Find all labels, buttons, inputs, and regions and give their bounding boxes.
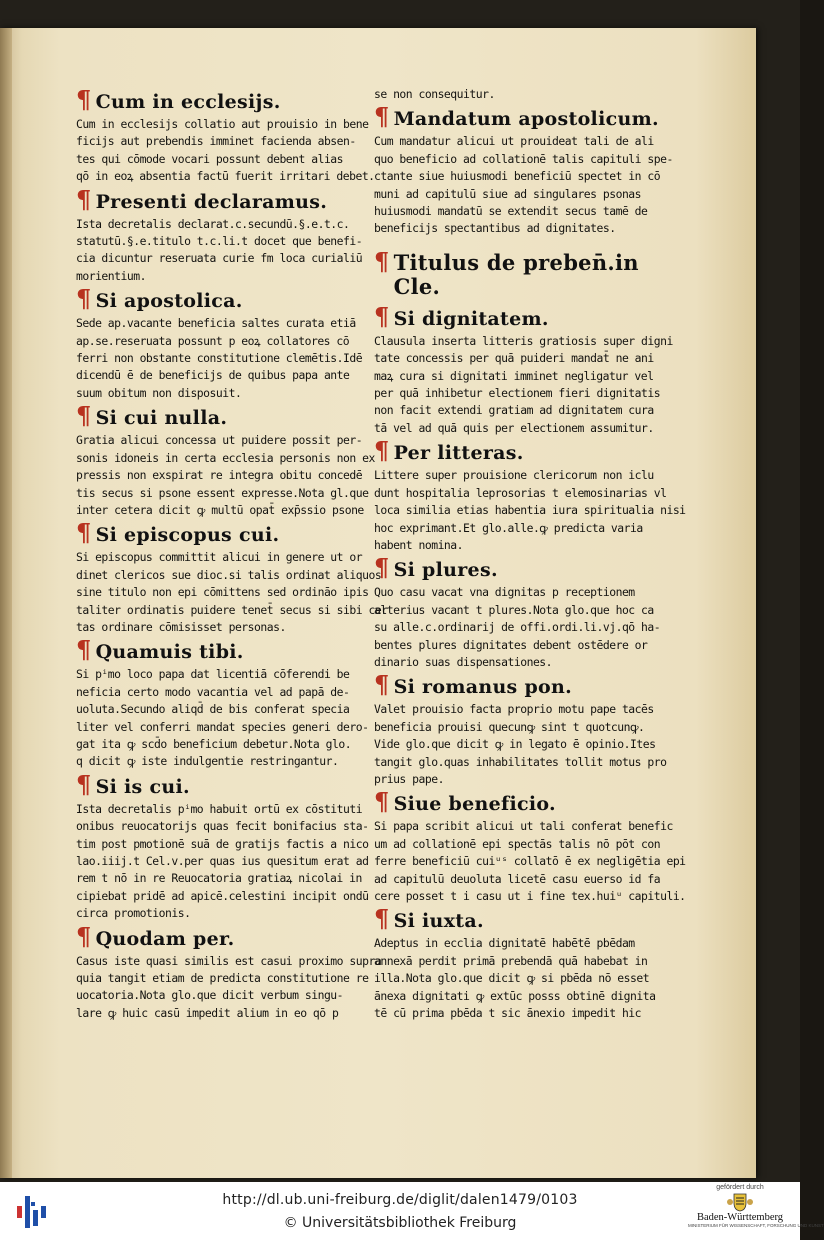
text-section — [374, 553, 674, 671]
text-line: hoc exprimant.Et glo.alle.ꝙ predicta varia — [374, 520, 643, 535]
text-line: habent nomina. — [374, 537, 464, 552]
text-line: per quā inhibetur electionem fieri dignitatis — [374, 386, 661, 401]
text-line: Quo casu vacat vna dignitas p receptionem — [374, 585, 635, 600]
section-heading — [374, 246, 674, 299]
text-section — [76, 401, 376, 519]
heading-text: Si plures. — [393, 559, 498, 582]
text-line: maꝝ cura si dignitati imminet negligatur vel — [374, 368, 654, 383]
text-line: illa.Nota glo.que dicit ꝙ si pbēda nō esset — [374, 971, 650, 986]
text-line: beneficijs spectantibus ad dignitates. — [374, 221, 616, 236]
section-heading — [76, 284, 376, 314]
sponsor-name: Baden-Württemberg — [696, 1212, 784, 1223]
text-line: pressis non exspirat re integra obitu concedē — [76, 468, 363, 483]
text-line: tes qui cōmode vocari possunt debent alias — [76, 151, 344, 166]
paragraph-mark-icon: ¶ — [76, 85, 92, 114]
heading-text: Mandatum apostolicum. — [393, 108, 659, 131]
text-line: cipiebat pridē ad apicē.celestini incipit ondū — [76, 888, 369, 903]
text-line: neficia certo modo vacantia vel ad papā de- — [76, 684, 350, 699]
heading-text: Si romanus pon. — [393, 676, 573, 699]
text-line: prius pape. — [374, 771, 444, 786]
text-line: Ista decretalis declarat.c.secundū.§.e.t.c. — [76, 216, 350, 231]
text-section — [76, 85, 376, 186]
sponsor-ministry: MINISTERIUM FÜR WISSENSCHAFT, FORSCHUNG UND KUNST — [688, 1223, 824, 1228]
heading-text: Per litteras. — [393, 442, 524, 465]
text-line: lare ꝙ huic casū impedit alium in eo qō p — [76, 1005, 339, 1020]
text-section — [76, 184, 376, 286]
text-line: su alle.c.ordinarij de offi.ordi.li.vj.qō ha- — [374, 620, 661, 635]
paragraph-mark-icon: ¶ — [76, 921, 92, 951]
text-line: Cum mandatur alicui ut prouideat tali de ali — [374, 134, 654, 149]
text-section — [374, 787, 686, 905]
heading-text: Si is cui. — [95, 775, 190, 798]
manuscript-page — [0, 28, 756, 1178]
text-line: ctante siue huiusmodi beneficiū spectet in cō — [374, 169, 661, 184]
text-line: Clausula inserta litteris gratiosis super digni — [374, 333, 673, 348]
text-line: sonis idoneis in certa ecclesia personis non ex — [76, 450, 375, 465]
text-line: beneficia prouisi quecunꝙ sint t quotcunꝙ. — [374, 719, 645, 734]
section-heading — [374, 301, 674, 331]
heading-text: Cum in ecclesijs. — [95, 91, 281, 113]
section-heading — [374, 553, 674, 583]
paragraph-mark-icon: ¶ — [76, 401, 92, 431]
text-section — [374, 670, 674, 788]
text-section — [374, 436, 686, 554]
text-line: tas ordinare cōmisisset personas. — [76, 619, 286, 634]
text-line: ad capitulū deuoluta licetē casu euerso id fa — [374, 871, 661, 886]
paragraph-mark-icon: ¶ — [374, 436, 390, 466]
text-line: ferre beneficiū cuiᵘˢ collatō ē ex negligētia epi — [374, 854, 686, 869]
section-heading — [76, 518, 376, 548]
text-line: alterius vacant t plures.Nota glo.que hoc ca — [374, 602, 654, 617]
section-heading — [76, 635, 376, 665]
text-section — [76, 518, 388, 636]
text-line: sine titulo non epi cōmittens sed ordināo ipis — [76, 585, 369, 600]
paragraph-mark-icon: ¶ — [374, 670, 390, 700]
text-line: Casus iste quasi similis est casui proximo supra — [76, 953, 382, 968]
state-crest-icon — [725, 1192, 755, 1212]
text-line: quo beneficio ad collationē talis capituli spe- — [374, 151, 673, 166]
text-line: lao.iiij.t Cel.v.per quas ius quesitum erat ad — [76, 854, 369, 868]
text-line: Cum in ecclesijs collatio aut prouisio in bene — [76, 117, 369, 131]
section-heading — [76, 921, 376, 951]
paragraph-mark-icon: ¶ — [76, 635, 92, 665]
section-heading — [374, 670, 674, 700]
text-section — [76, 769, 376, 923]
heading-text: Quodam per. — [95, 927, 235, 950]
text-line: morientium. — [76, 268, 146, 283]
paragraph-mark-icon: ¶ — [374, 301, 390, 331]
text-line: Adeptus in ecclia dignitatē habētē pbēdam — [374, 936, 635, 951]
sponsor-caption: gefördert durch — [716, 1184, 764, 1191]
section-heading — [76, 184, 376, 214]
left-text-column — [76, 85, 388, 1022]
heading-text: Quamuis tibi. — [95, 641, 244, 664]
text-section — [374, 102, 674, 237]
text-line: Littere super prouisione clericorum non iclu — [374, 468, 654, 483]
text-section — [374, 904, 674, 1022]
heading-text: Si apostolica. — [95, 290, 243, 313]
text-line: ficijs aut prebendis imminet facienda absen- — [76, 134, 356, 149]
paragraph-mark-icon: ¶ — [76, 184, 92, 214]
text-line: uoluta.Secundo aliqd̄ de bis conferat specia — [76, 702, 350, 717]
document-url-link[interactable]: http://dl.ub.uni-freiburg.de/diglit/dalen1479/0103 — [222, 1192, 578, 1208]
text-line: muni ad capitulū siue ad singulares psonas — [374, 186, 642, 201]
paragraph-mark-icon: ¶ — [374, 246, 390, 276]
heading-text: Titulus de preben̄.in Cle. — [393, 249, 639, 299]
text-line: ap.se.reseruata possunt p eoꝝ collatores cō — [76, 333, 350, 348]
text-line: ferri non obstante constitutione clemētis.Idē — [76, 351, 363, 366]
copyright-notice: © Universitätsbibliothek Freiburg — [283, 1215, 517, 1231]
text-line: Gratia alicui concessa ut puidere possit per- — [76, 433, 363, 448]
text-line: tangit glo.quas inhabilitates tollit motus pro — [374, 754, 667, 769]
paragraph-mark-icon: ¶ — [374, 553, 390, 583]
text-line: bentes plures dignitates debent ostēdere or — [374, 637, 648, 652]
heading-text: Siue beneficio. — [393, 793, 556, 816]
text-line: tā vel ad quā quis per electionem assumitur. — [374, 420, 654, 435]
paragraph-mark-icon: ¶ — [374, 787, 390, 817]
sponsor-block — [688, 1184, 824, 1228]
text-line: Si pⁱmo loco papa dat licentiā cōferendi be — [76, 667, 350, 682]
text-line: suum obitum non disposuit. — [76, 385, 242, 400]
right-text-column — [374, 86, 686, 1022]
text-line: Vide glo.que dicit ꝙ in legato ē opinio.Ites — [374, 737, 656, 752]
section-heading — [374, 787, 674, 817]
text-line: Sede ap.vacante beneficia saltes curata etiā — [76, 316, 356, 331]
text-line: se non consequitur. — [374, 87, 495, 101]
text-line: Si papa scribit alicui ut tali conferat benefic — [374, 819, 673, 834]
text-line: tē cū prima pbēda t sic ānexio impedit hic — [374, 1006, 642, 1021]
text-line: dunt hospitalia leprosorias t elemosinarias vl — [374, 485, 667, 500]
text-line: Si episcopus committit alicui in genere ut or — [76, 550, 363, 565]
section-heading — [76, 85, 376, 114]
text-section — [374, 246, 674, 299]
text-section — [76, 635, 376, 770]
text-line: tate concessis per quā puideri mandat̄ ne ani — [374, 351, 654, 366]
viewer-footer — [0, 1182, 824, 1240]
paragraph-mark-icon: ¶ — [76, 284, 92, 314]
section-heading — [374, 436, 674, 466]
text-line: cia dicuntur reseruata curie fm loca curialiū — [76, 251, 363, 266]
paragraph-mark-icon: ¶ — [76, 518, 92, 548]
paragraph-mark-icon: ¶ — [374, 102, 390, 132]
section-heading — [374, 102, 674, 132]
section-heading — [76, 401, 376, 431]
text-line: dinet clericos sue dioc.si talis ordinat aliquos — [76, 567, 382, 582]
text-line: um ad collationē epi spectās talis nō pōt con — [374, 836, 661, 851]
text-line: circa promotionis. — [76, 906, 191, 921]
text-line: cere posset t i casu ut i fine tex.huiᵘ capituli. — [374, 889, 686, 903]
text-line: liter vel conferri mandat species generi dero- — [76, 719, 369, 734]
heading-text: Si iuxta. — [393, 910, 484, 933]
text-section — [76, 284, 376, 402]
text-line: q dicit ꝙ iste indulgentie restringantur. — [76, 754, 339, 769]
text-line: annexā perdit primā prebendā quā habebat in — [374, 953, 648, 968]
text-line: ānexa dignitati ꝙ extūc posss obtinē dignita — [374, 988, 656, 1003]
text-line: huiusmodi mandatū se extendit secus tamē de — [374, 204, 648, 219]
text-line: dinario suas dispensationes. — [374, 654, 553, 669]
text-section — [76, 921, 382, 1023]
text-line: tim post pmotionē suā de gratijs factis a nico — [76, 836, 369, 851]
text-line: Ista decretalis pⁱmo habuit ortū ex cōstituti — [76, 801, 363, 816]
heading-text: Si episcopus cui. — [95, 524, 280, 547]
page-gutter-edge — [0, 28, 12, 1178]
paragraph-mark-icon: ¶ — [374, 904, 390, 934]
text-line: qō in eoꝝ absentia factū fuerit irritari debet. — [76, 169, 375, 184]
text-line: non facit extendi gratiam ad dignitatem cura — [374, 403, 654, 418]
text-line: loca similia etias habentia iura spiritualia nisi — [374, 503, 686, 518]
text-line: rem t nō in re Reuocatoria gratiaꝝ nicolai in — [76, 871, 362, 886]
text-line: quia tangit etiam de predicta constitutione re — [76, 971, 369, 986]
text-line: Valet prouisio facta proprio motu pape tacēs — [374, 702, 654, 717]
section-heading — [374, 904, 674, 934]
heading-text: Presenti declaramus. — [95, 190, 328, 213]
text-line: onibus reuocatorijs quas fecit bonifacius sta- — [76, 819, 369, 834]
text-line: gat ita ꝙ scd̄o beneficium debetur.Nota glo. — [76, 736, 352, 751]
text-line: tis secus si psone essent expresse.Nota gl.que — [76, 485, 369, 500]
heading-text: Si dignitatem. — [393, 307, 549, 330]
text-line: statutū.§.e.titulo t.c.li.t docet que benefi- — [76, 234, 363, 249]
heading-text: Si cui nulla. — [95, 407, 228, 430]
text-line: uocatoria.Nota glo.que dicit verbum singu- — [76, 988, 344, 1003]
section-heading — [76, 769, 376, 799]
paragraph-mark-icon: ¶ — [76, 769, 92, 799]
text-section — [374, 301, 674, 437]
text-line: inter cetera dicit ꝙ multū opat̄ exp̄ssio psone — [76, 502, 364, 517]
text-line: taliter ordinatis puidere tenet̄ secus si sibi cer — [76, 602, 388, 617]
text-line: dicendū ē de beneficijs de quibus papa ante — [76, 368, 350, 383]
